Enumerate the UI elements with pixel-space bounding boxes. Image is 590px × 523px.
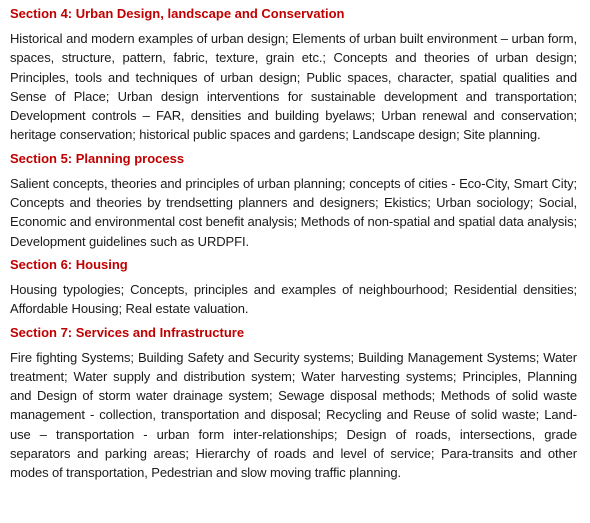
section-paragraph: Housing typologies; Concepts, principles and examples of neighbourhood; Residential densities; Affordable Housing; Real estate valuation. [10, 281, 577, 317]
section-urban-design [10, 6, 577, 145]
section-heading: Section 5: Planning process [10, 150, 185, 166]
section-planning-process [10, 151, 577, 251]
section-heading: Section 4: Urban Design, landscape and Conservation [10, 6, 345, 21]
section-heading: Section 7: Services and Infrastructure [10, 324, 245, 340]
section-paragraph: Historical and modern examples of urban design; Elements of urban built environment – urban form, spaces, structure, pattern, fabric, texture, grain etc.; Concepts and theories of urban design; Principles, tools and techniques of urban design; Public spaces, character, spatial qualities and Sense of Place; Urban design interventions for sustainable development and transportation; Development controls – FAR, densities and building byelaws; Urban renewal and conservation; heritage conservation; historical public spaces and gardens; Landscape design; Site planning. [10, 31, 577, 143]
section-services-infrastructure [10, 325, 577, 483]
section-paragraph: Salient concepts, theories and principles of urban planning; concepts of cities - Eco-City, Smart City; Concepts and theories by trendsetting planners and designers; Ekistics; Urban sociology; Social, Economic and environmental cost benefit analysis; Methods of non-spatial and spatial data analysis; Development guidelines such as URDPFI. [10, 175, 577, 249]
section-housing [10, 257, 577, 319]
section-heading: Section 6: Housing [10, 256, 128, 272]
section-paragraph: Fire fighting Systems; Building Safety and Security systems; Building Management Systems; Water treatment; Water supply and distribution system; Water harvesting systems; Principles, Planning and Design of storm water drainage system; Sewage disposal methods; Methods of solid waste management - collection, transportation and disposal; Recycling and Reuse of solid waste; Land-use – transportation - urban form inter-relationships; Design of roads, intersections, grade separators and parking areas; Hierarchy of roads and level of service; Para-transits and other modes of transportation, Pedestrian and slow moving traffic planning. [10, 349, 577, 481]
